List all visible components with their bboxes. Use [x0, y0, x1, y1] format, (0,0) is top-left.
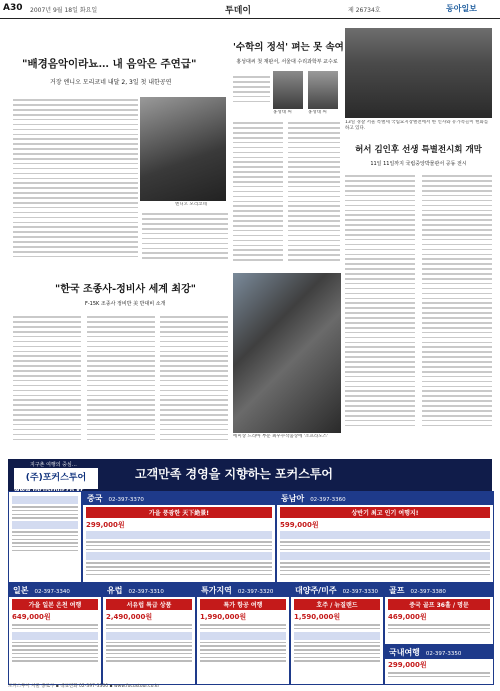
photo-caption-left: 홍성대 씨 [273, 110, 292, 115]
page-header [0, 0, 500, 19]
article-headline: "배경음악이라뇨… 내 음악은 주연급" [22, 58, 197, 70]
cell-price: 1,590,000원 [294, 613, 341, 621]
cell-tel: 02-397-3340 [34, 589, 70, 595]
article-body [13, 96, 138, 262]
ad-footer: 포커스투어 서울 종로구 ▪ 대표전화 02-397-3300 ▪ www.focustour.co.kr [8, 684, 160, 689]
emmy-photo [233, 273, 341, 433]
article-math-textbook [233, 33, 344, 268]
ad-tagline: 지구촌 여행의 중심… [30, 462, 77, 468]
cell-tel: 02-397-3380 [410, 589, 446, 595]
ad-cell-domestic [384, 645, 494, 685]
morricone-photo [140, 97, 226, 201]
cell-promo: 호주 / 뉴질랜드 [294, 599, 380, 610]
ad-cell-southeast-asia [276, 491, 494, 583]
cell-tel: 02-397-3370 [108, 497, 144, 503]
ad-cell-japan [8, 583, 102, 685]
article-body-col2 [87, 313, 155, 448]
article-body-intro [233, 73, 270, 113]
emmy-photo-caption: 에미상 드라마 부문 최우수작품상에 '소프라노스' [233, 434, 329, 439]
article-headline: "한국 조종사-정비사 세계 최강" [55, 284, 196, 295]
person-photo-left [273, 71, 303, 109]
exhibit-subheadline: 11일 11일까지 국립중앙박물관서 공동 전시 [370, 161, 467, 167]
cell-title: 일본 [13, 586, 29, 595]
article-headline: '수학의 정석' 펴는 못 속여 [233, 42, 344, 53]
cell-promo: 가을 일본 온천 여행 [12, 599, 98, 610]
cell-title: 국내여행 [389, 648, 420, 657]
cell-price: 649,000원 [12, 613, 51, 621]
cell-price: 299,000원 [388, 661, 427, 669]
article-body-col3 [160, 313, 228, 448]
cell-title: 유럽 [107, 586, 123, 595]
ad-cell-oceania [290, 583, 384, 685]
section-title: 투데이 [225, 6, 252, 16]
focustour-logo: (주)포커스투어 [14, 468, 98, 489]
cell-promo: 서유럽 특급 상품 [106, 599, 192, 610]
cell-title: 동남아 [281, 494, 305, 503]
article-body-left [233, 119, 283, 267]
ad-slogan: 고객만족 경영을 지향하는 포커스투어 [135, 467, 334, 481]
cell-price: 2,490,000원 [106, 613, 153, 621]
cell-title: 중국 [87, 494, 103, 503]
article-subheadline: 거장 엔니오 모리코네 내달 2, 3일 첫 내한공연 [50, 79, 172, 86]
issue-number: 제 26734호 [348, 7, 381, 14]
article-pilots [10, 268, 230, 448]
cell-title: 특가지역 [201, 586, 232, 595]
article-body-col1 [13, 313, 81, 448]
article-body-right [142, 210, 228, 265]
article-morricone [10, 42, 230, 265]
person-photo-right [308, 71, 338, 109]
ad-cell-golf [384, 583, 494, 645]
cell-price: 299,000원 [86, 521, 125, 529]
cell-tel: 02-397-3350 [425, 651, 462, 657]
cell-title: 골프 [389, 586, 405, 595]
article-subheadline: 홍성대씨 첫 재판서, 서울대 수리과학부 교수로 [236, 59, 338, 65]
cell-price: 469,000원 [388, 613, 427, 621]
cell-tel: 02-397-3320 [237, 589, 274, 595]
cell-promo: 특가 항공 여행 [200, 599, 286, 610]
ad-cell-china [82, 491, 276, 583]
cell-promo: 상반기 최고 인기 여행지! [280, 507, 490, 518]
photo-caption-right: 홍성대 씨 [308, 110, 327, 115]
ad-grid [8, 491, 492, 683]
article-subheadline: F-15K 조종사 정비반 美 반대비 소개 [85, 301, 166, 307]
article-body-right [288, 119, 340, 267]
ad-cell-special [196, 583, 290, 685]
memorial-photo [345, 28, 492, 118]
page-number: A30 [3, 3, 23, 13]
publisher-logo: 동아일보 [446, 4, 477, 13]
photo-caption: 엔니오 모리코네 [175, 202, 207, 207]
cell-price: 599,000원 [280, 521, 319, 529]
page-date: 2007년 9월 18일 화요일 [30, 7, 98, 14]
exhibit-headline: 허서 김인후 선생 특별전시회 개막 [355, 145, 482, 155]
exhibit-body-left [345, 172, 415, 442]
cell-title: 대양주/미주 [295, 586, 337, 595]
cell-tel: 02-397-3310 [128, 589, 164, 595]
cell-tel: 02-397-3360 [310, 497, 346, 503]
cell-promo: 중국 골프 36홀 / 명문 [388, 599, 490, 610]
ad-cell-side [8, 491, 82, 583]
cell-price: 1,990,000원 [200, 613, 247, 621]
cell-promo: 가을 풍광한 天下絶景! [86, 507, 272, 518]
ad-cell-europe [102, 583, 196, 685]
exhibit-body-right [422, 172, 492, 442]
memorial-photo-caption: 13일 경찰 서울 특별세 국립묘지장별전에서 한 인사와 유가족들이 헌화를 하고 있다. [345, 120, 489, 131]
cell-tel: 02-397-3330 [342, 589, 379, 595]
